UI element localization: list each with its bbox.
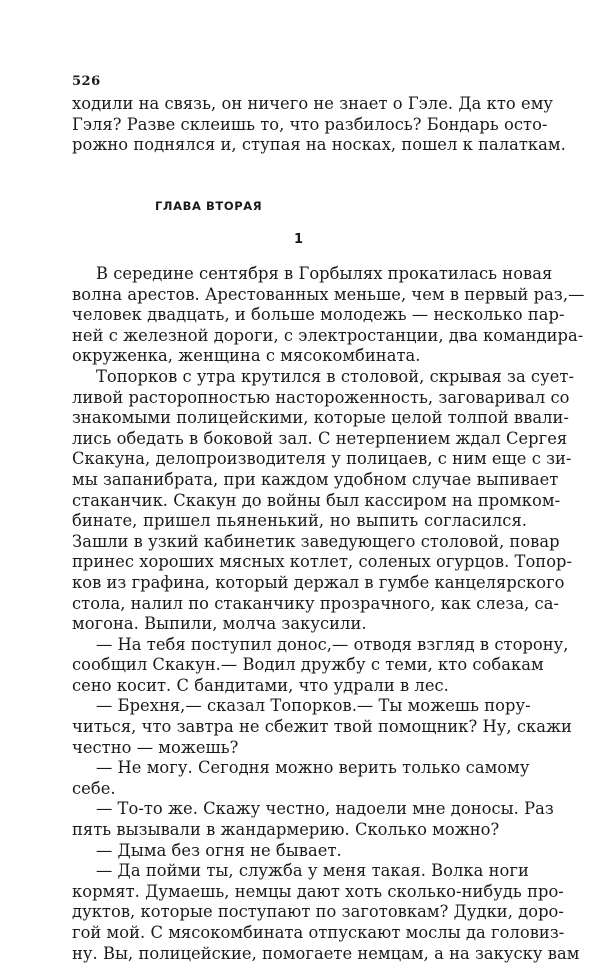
body-text (72, 264, 585, 964)
text-line: — Да пойми ты, служба у меня такая. Волка ноги (96, 861, 529, 881)
text-line: человек двадцать, и больше молодежь — несколько пар- (72, 305, 565, 325)
page-number: 526 (72, 74, 101, 89)
text-line: кормят. Думаешь, немцы дают хоть сколько-нибудь про- (72, 881, 564, 901)
text-line: ков из графина, который держал в гумбе канцелярского (72, 572, 565, 592)
text-line: читься, что завтра не сбежит твой помощник? Ну, скажи (72, 717, 572, 737)
section-number: 1 (294, 232, 304, 247)
text-line: ливой расторопностью настороженность, заговаривал со (72, 387, 570, 407)
text-line: окруженка, женщина с мясокомбината. (72, 346, 421, 366)
text-line: — Дыма без огня не бывает. (96, 840, 342, 860)
text-line: бинате, пришел пьяненький, но выпить согласился. (72, 511, 527, 531)
text-line: сено косит. С бандитами, что удрали в лес. (72, 675, 449, 695)
text-line: пять вызывали в жандармерию. Сколько можно? (72, 820, 500, 840)
text-line: сообщил Скакун.— Водил дружбу с теми, кто собакам (72, 655, 544, 675)
text-line: ходили на связь, он ничего не знает о Гэле. Да кто ему (72, 94, 554, 113)
text-line: — На тебя поступил донос,— отводя взгляд в сторону, (96, 634, 569, 654)
text-line: волна арестов. Арестованных меньше, чем в первый раз,— (72, 284, 585, 304)
text-line: гой мой. С мясокомбината отпускают мослы да головиз- (72, 923, 565, 942)
text-line: ну. Вы, полицейские, помогаете немцам, а на закуску вам (72, 943, 580, 963)
text-line: принес хороших мясных котлет, соленых огурцов. Топор- (72, 552, 573, 572)
text-line: Топорков с утра крутился в столовой, скрывая за сует- (96, 366, 575, 386)
chapter-title: ГЛАВА ВТОРАЯ (155, 199, 263, 213)
text-line: мы запанибрата, при каждом удобном случае выпивает (72, 469, 559, 489)
text-line: рожно поднялся и, ступая на носках, пошел к палаткам. (72, 135, 566, 155)
text-line: себе. (72, 778, 116, 798)
text-line: стола, налил по стаканчику прозрачного, как слеза, са- (72, 593, 560, 613)
text-line: — Брехня,— сказал Топорков.— Ты можешь пору- (96, 696, 531, 716)
text-line: Зашли в узкий кабинетик заведующего столовой, повар (72, 531, 560, 551)
text-line: Скакуна, делопроизводителя у полицаев, с ним еще с зи- (72, 449, 572, 469)
text-line: могона. Выпили, молча закусили. (72, 614, 367, 634)
text-line: стаканчик. Скакун до войны был кассиром на промком- (72, 490, 561, 510)
text-line: — То-то же. Скажу честно, надоели мне доносы. Раз (96, 799, 554, 819)
text-line: знакомыми полицейскими, которые целой толпой ввали- (72, 408, 569, 428)
text-line: — Не могу. Сегодня можно верить только самому (96, 758, 530, 778)
text-line: В середине сентября в Горбылях прокатилась новая (96, 264, 553, 283)
text-line: лись обедать в боковой зал. С нетерпением ждал Сергея (72, 428, 568, 448)
text-line: ней с железной дороги, с электростанции, два командира- (72, 325, 584, 345)
text-line: Гэля? Разве склеишь то, что разбилось? Бондарь осто- (72, 114, 548, 134)
text-line: честно — можешь? (72, 737, 239, 757)
intro-paragraph (72, 94, 566, 156)
text-line: дуктов, которые поступают по заготовкам? Дудки, доро- (72, 902, 564, 922)
